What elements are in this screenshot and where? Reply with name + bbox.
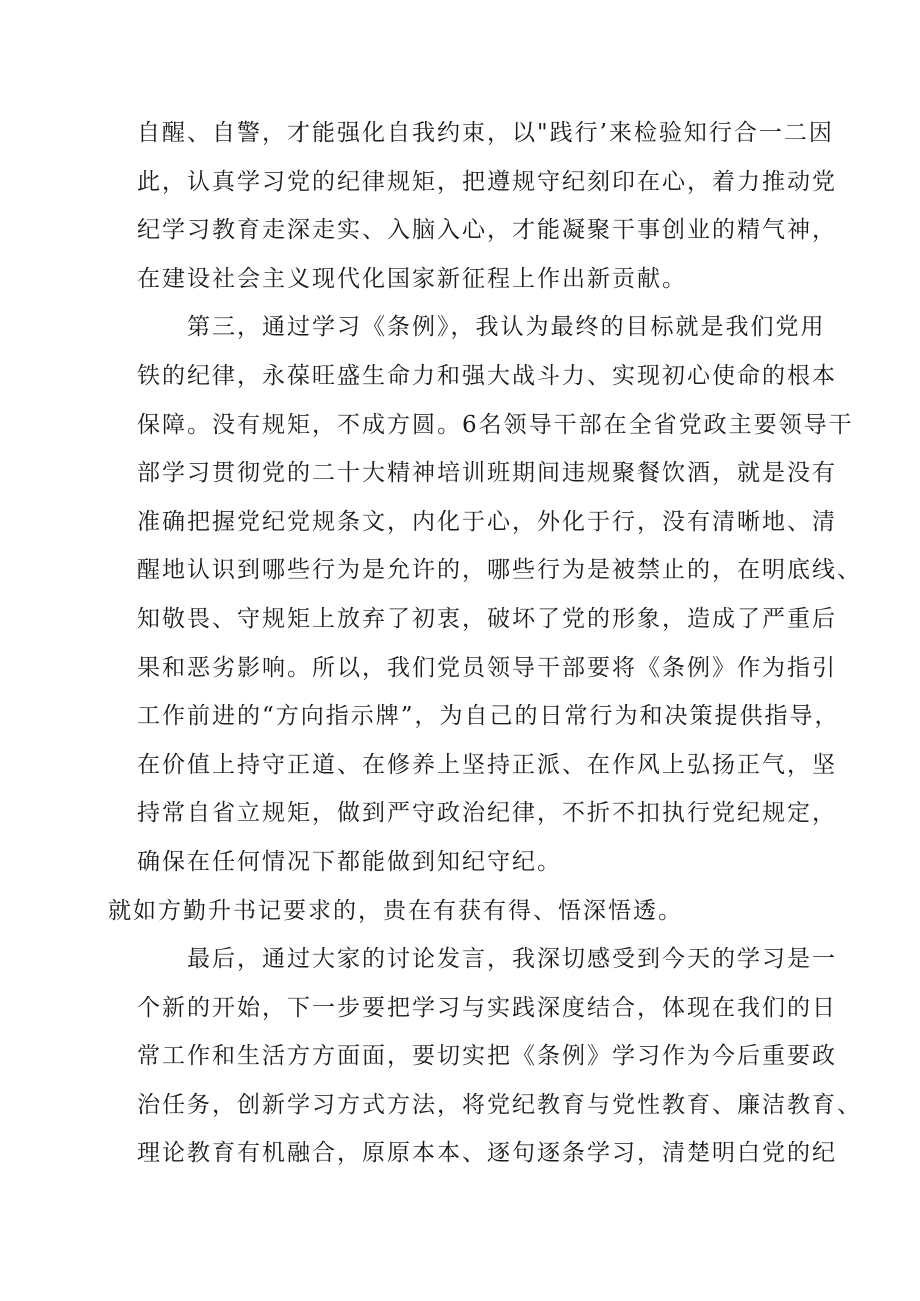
text-line: 确保在任何情况下都能做到知纪守纪。 (137, 848, 562, 875)
text-line: 准确把握党纪党规条文，内化于心，外化于行，没有清晰地、清 (137, 508, 837, 535)
document-body (108, 109, 862, 1178)
text-line: 部学习贯彻党的二十大精神培训班期间违规聚餐饮酒，就是没有 (137, 460, 837, 487)
text-line: 果和恶劣影响。所以，我们党员领导干部要将《条例》作为指引 (137, 654, 837, 681)
text-line: 在价值上持守正道、在修养上坚持正派、在作风上弘扬正气，坚 (137, 751, 837, 778)
text-line: 醒地认识到哪些行为是允许的，哪些行为是被禁止的，在明底线、 (137, 557, 862, 584)
text-line: 自醒、自警，才能强化自我约束，以"践行’来检验知行合一二因 (137, 120, 834, 146)
text-line: 保障。没有规矩，不成方圆。6名领导干部在全省党政主要领导干 (137, 411, 854, 438)
text-line: 理论教育有机融合，原原本本、逐句逐条学习，清楚明白党的纪 (137, 1140, 837, 1167)
text-line: 铁的纪律，永葆旺盛生命力和强大战斗力、实现初心使命的根本 (137, 362, 837, 389)
text-line: 治任务，创新学习方式方法，将党纪教育与党性教育、廉洁教育、 (137, 1091, 862, 1118)
text-line: 工作前进的“方向指示牌”，为自己的日常行为和决策提供指导， (137, 703, 840, 730)
text-line: 知敬畏、守规矩上放弃了初衷，破坏了党的形象，造成了严重后 (137, 605, 837, 632)
paragraph-start-line: 第三，通过学习《条例》，我认为最终的目标就是我们党用 (187, 314, 826, 341)
text-line: 常工作和生活方方面面，要切实把《条例》学习作为今后重要政 (137, 1043, 837, 1070)
text-line: 此，认真学习党的纪律规矩，把遵规守纪刻印在心，着力推动党 (137, 168, 837, 195)
text-line: 纪学习教育走深走实、入脑入心，才能凝聚干事创业的精气神， (137, 217, 837, 244)
text-line: 个新的开始，下一步要把学习与实践深度结合，体现在我们的日 (137, 994, 837, 1021)
text-line: 在建设社会主义现代化国家新征程上作出新贡献。 (137, 265, 687, 292)
standalone-line: 就如方勤升书记要求的，贵在有获有得、悟深悟透。 (108, 897, 683, 924)
paragraph-start-line: 最后，通过大家的讨论发言，我深切感受到今天的学习是一 (187, 946, 837, 973)
text-line: 持常自省立规矩，做到严守政治纪律，不折不扣执行党纪规定， (137, 800, 837, 827)
